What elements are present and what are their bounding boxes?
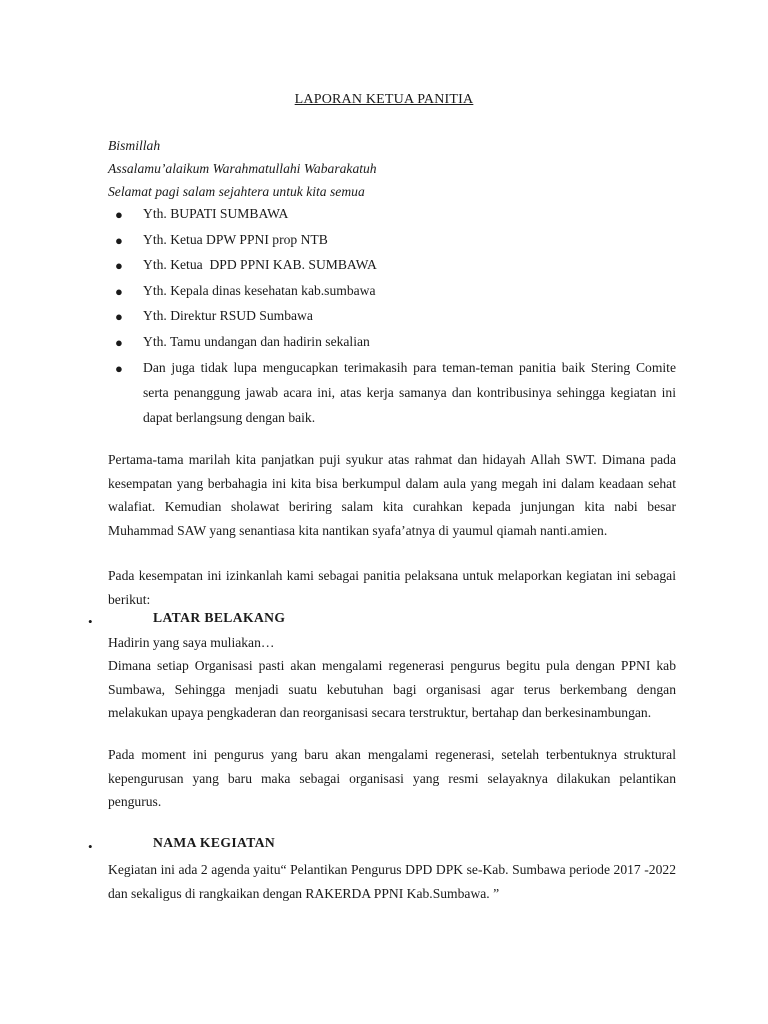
opening-line-1: Bismillah [108, 138, 161, 153]
section-paragraph: Pada moment ini pengurus yang baru akan mengalami regenerasi, setelah terbentuknya struktural kepengurusan yang baru maka sebagai organisasi yang resmi selayaknya dilakukan pelantikan pengurus. [108, 747, 676, 809]
list-item: Dan juga tidak lupa mengucapkan terimakasih para teman-teman panitia baik Stering Comite serta penanggung jawab acara ini, atas kerja samanya dan kontribusinya sehingga kegiatan ini dapat berlangsung dengan baik. [143, 360, 676, 425]
list-item: Yth. Ketua DPW PPNI prop NTB [143, 232, 328, 247]
list-item: Yth. Kepala dinas kesehatan kab.sumbawa [143, 283, 376, 298]
section-paragraph: Dimana setiap Organisasi pasti akan mengalami regenerasi pengurus begitu pula dengan PPNI kab Sumbawa, Sehingga menjadi suatu kebutuhan bagi organisasi agar terus berkembang dengan melakukan upaya pengkaderan dan reorganisasi secara terstruktur, bertahap dan berkesinambungan. [108, 658, 676, 720]
intro-paragraph-1: Pertama-tama marilah kita panjatkan puji syukur atas rahmat dan hidayah Allah SWT. Dimana pada kesempatan yang berbahagia ini kita bisa berkumpul dalam aula yang megah ini dalam keadaan sehat walafiat. Kemudian sholawat beriring salam kita curahkan kepada junjungan kita nabi besar Muhammad SAW yang senantiasa kita nantikan syafa’atnya di yaumul qiamah nanti.amien. [108, 452, 676, 538]
bullet-icon: ● [115, 233, 123, 248]
section-paragraph: Hadirin yang saya muliakan… [108, 635, 275, 650]
intro-paragraph-2: Pada kesempatan ini izinkanlah kami sebagai panitia pelaksana untuk melaporkan kegiatan ini sebagai berikut: [108, 568, 676, 607]
bullet-icon: ● [115, 258, 123, 273]
bullet-icon: • [88, 839, 93, 854]
opening-line-2: Assalamu’alaikum Warahmatullahi Wabarakatuh [108, 161, 377, 176]
bullet-icon: ● [115, 335, 123, 350]
list-item: Yth. Ketua DPD PPNI KAB. SUMBAWA [143, 257, 377, 272]
bullet-icon: ● [115, 309, 123, 324]
list-item: Yth. Direktur RSUD Sumbawa [143, 308, 313, 323]
opening-line-3: Selamat pagi salam sejahtera untuk kita semua [108, 184, 365, 199]
list-item: Yth. BUPATI SUMBAWA [143, 206, 289, 221]
bullet-icon: ● [115, 361, 123, 376]
section-heading-nama-kegiatan: NAMA KEGIATAN [153, 835, 276, 850]
bullet-icon: • [88, 614, 93, 629]
bullet-icon: ● [115, 207, 123, 222]
section-paragraph: Kegiatan ini ada 2 agenda yaitu“ Pelantikan Pengurus DPD DPK se-Kab. Sumbawa periode 2017 -2022 dan sekaligus di rangkaikan dengan RAKERDA PPNI Kab.Sumbawa. ” [108, 862, 676, 901]
list-item: Yth. Tamu undangan dan hadirin sekalian [143, 334, 370, 349]
bullet-icon: ● [115, 284, 123, 299]
page-title: LAPORAN KETUA PANITIA [294, 92, 474, 107]
section-heading-latar-belakang: LATAR BELAKANG [153, 610, 286, 625]
